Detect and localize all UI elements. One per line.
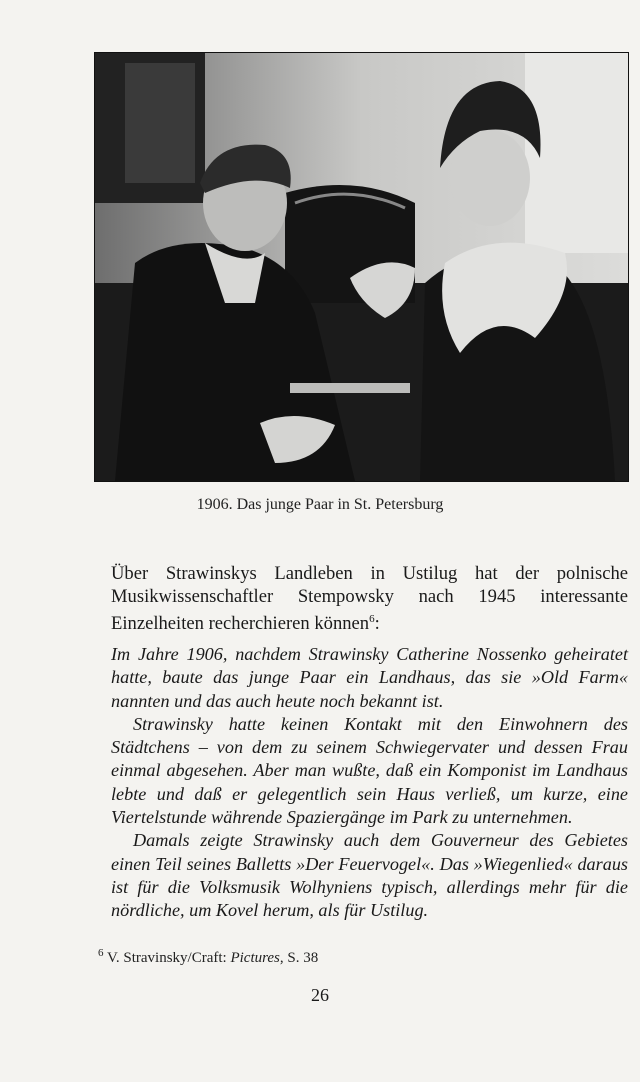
quote-paragraph: Im Jahre 1906, nachdem Strawinsky Catherine Nossenko geheiratet hatte, baute das junge Paar ein Landhaus, das sie »Old Farm« nannten und das auch heute noch bekannt ist. (111, 644, 628, 711)
body-paragraph (111, 562, 628, 635)
quote-paragraph: Damals zeigte Strawinsky auch dem Gouverneur des Gebietes einen Teil seines Balletts »Der Feuervogel«. Das »Wiegenlied« daraus ist für die Volksmusik Wolhyniens typisch, allerdings mehr für die nördliche, um Kovel herum, als für Ustilug. (111, 830, 628, 921)
quote-paragraph: Strawinsky hatte keinen Kontakt mit den Einwohnern des Städtchens – von dem zu seinem Schwiegervater und dessen Frau einmal abgesehen. Aber man wußte, daß ein Komponist im Landhaus lebte und daß er gelegentlich sein Haus verließ, um kurze, eine Viertelstunde währende Spaziergänge im Park zu unternehmen. (111, 713, 628, 828)
footnote-title: Pictures (230, 950, 280, 966)
photo-caption: 1906. Das junge Paar in St. Petersburg (196, 496, 444, 513)
page-number: 26 (311, 985, 329, 1005)
footnote (98, 947, 318, 967)
body-paragraph-tail: : (374, 613, 380, 635)
body-paragraph-text: Über Strawinskys Landleben in Ustilug hat der polnische Musikwissenschaftler Stempowsky nach 1945 interessante Einzelheiten recherchieren können (111, 563, 628, 635)
footnote-page: , S. 38 (279, 950, 319, 966)
photo-couple-illustration (95, 53, 628, 481)
historical-photo (94, 52, 629, 482)
block-quote (111, 643, 628, 923)
footnote-marker: 6 (98, 947, 104, 959)
footnote-text: V. Stravinsky/Craft: (103, 950, 231, 966)
footnote-reference[interactable]: 6 (369, 613, 375, 625)
